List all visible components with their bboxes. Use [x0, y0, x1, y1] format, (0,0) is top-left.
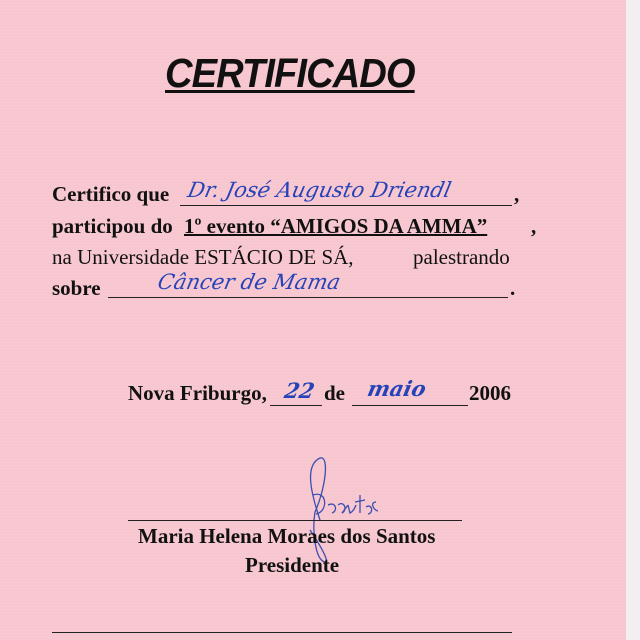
scan-edge	[626, 0, 640, 640]
participou-label: participou do	[52, 214, 173, 238]
signatory-role: Presidente	[245, 553, 340, 577]
certifico-que-label: Certifico que	[52, 182, 170, 206]
city-label: Nova Friburgo,	[128, 381, 267, 405]
palestrando-label: palestrando	[413, 245, 510, 269]
topic-line	[108, 297, 508, 298]
year-label: 2006	[469, 381, 511, 405]
month-handwritten: maio	[365, 376, 429, 401]
month-line	[352, 405, 468, 406]
bottom-line	[52, 632, 512, 633]
sobre-label: sobre	[52, 276, 101, 300]
signature-line	[128, 520, 462, 521]
event-name: 1º evento “AMIGOS DA AMMA”	[184, 214, 488, 238]
signatory-name: Maria Helena Moraes dos Santos	[138, 524, 436, 548]
recipient-line	[180, 205, 512, 206]
recipient-name-handwritten: Dr. José Augusto Driendl	[185, 178, 454, 202]
period: .	[510, 276, 516, 300]
university-line: na Universidade ESTÁCIO DE SÁ,	[52, 245, 354, 269]
day-line	[270, 405, 322, 406]
comma: ,	[514, 182, 520, 206]
topic-handwritten: Câncer de Mama	[155, 270, 343, 294]
certificate-title: CERTIFICADO	[165, 50, 415, 96]
event-comma: ,	[531, 214, 537, 238]
day-handwritten: 22	[282, 378, 317, 403]
de-label: de	[324, 381, 345, 405]
